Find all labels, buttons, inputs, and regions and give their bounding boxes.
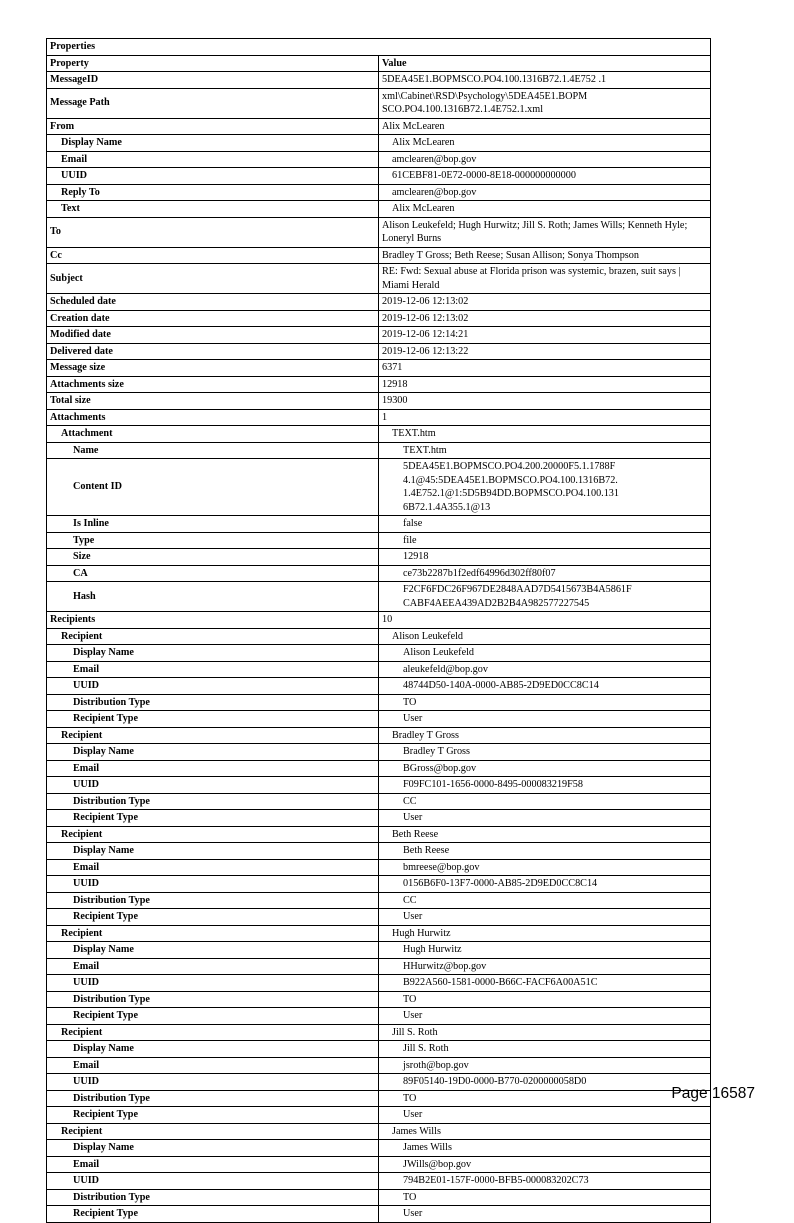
property-value: B922A560-1581-0000-B66C-FACF6A00A51C [379,975,711,992]
property-name: Display Name [47,645,379,662]
table-row [47,118,711,135]
table-row [47,343,711,360]
property-name: Email [47,1156,379,1173]
table-row [47,264,711,294]
table-row [47,1156,711,1173]
table-row [47,727,711,744]
property-name: Display Name [47,942,379,959]
property-value: jsroth@bop.gov [379,1057,711,1074]
property-name: UUID [47,975,379,992]
property-value: amclearen@bop.gov [379,184,711,201]
table-row [47,876,711,893]
table-row [47,1140,711,1157]
property-value: CC [379,793,711,810]
table-row [47,859,711,876]
property-value: 2019-12-06 12:13:02 [379,310,711,327]
table-row [47,582,711,612]
property-value: Alison Leukefeld; Hugh Hurwitz; Jill S. Roth; James Wills; Kenneth Hyle; Loneryl Burns [379,217,711,247]
table-row [47,442,711,459]
table-row [47,810,711,827]
property-value: TEXT.htm [379,426,711,443]
table-row [47,1123,711,1140]
property-name: Recipient Type [47,909,379,926]
property-value: Bradley T Gross [379,727,711,744]
property-value: aleukefeld@bop.gov [379,661,711,678]
table-row [47,1090,711,1107]
property-name: MessageID [47,72,379,89]
property-value: xml\Cabinet\RSD\Psychology\5DEA45E1.BOPM SCO.PO4.100.1316B72.1.4E752.1.xml [379,88,711,118]
header-value: Value [379,55,711,72]
property-value: Beth Reese [379,843,711,860]
page-number: Page 16587 [671,1085,755,1102]
table-row [47,694,711,711]
table-title-row [47,39,711,56]
property-value: User [379,1008,711,1025]
property-name: Recipient Type [47,810,379,827]
table-row [47,1057,711,1074]
property-name: Message Path [47,88,379,118]
property-name: Name [47,442,379,459]
table-row [47,1008,711,1025]
property-value: F2CF6FDC26F967DE2848AAD7D5415673B4A5861F CABF4AEEA439AD2B2B4A982577227545 [379,582,711,612]
property-value: HHurwitz@bop.gov [379,958,711,975]
property-name: Recipient [47,826,379,843]
property-value: TO [379,991,711,1008]
property-name: UUID [47,1074,379,1091]
property-value: bmreese@bop.gov [379,859,711,876]
property-value: TO [379,694,711,711]
property-value: 5DEA45E1.BOPMSCO.PO4.200.20000F5.1.1788F 4.1@45:5DEA45E1.BOPMSCO.PO4.100.1316B72. 1.4E752.1@1:5D5B94DD.BOPMSCO.PO4.100.131 6B72.1.4A355.1@13 [379,459,711,516]
table-row [47,393,711,410]
property-name: Total size [47,393,379,410]
property-value: User [379,909,711,926]
table-row [47,661,711,678]
header-property: Property [47,55,379,72]
property-value: User [379,810,711,827]
properties-table-body [47,39,711,1223]
property-value: Jill S. Roth [379,1041,711,1058]
table-row [47,1041,711,1058]
property-value: 48744D50-140A-0000-AB85-2D9ED0CC8C14 [379,678,711,695]
property-name: Email [47,859,379,876]
table-row [47,892,711,909]
property-value: 89F05140-19D0-0000-B770-0200000058D0 [379,1074,711,1091]
property-value: 6371 [379,360,711,377]
property-name: Distribution Type [47,793,379,810]
table-row [47,1173,711,1190]
property-value: 12918 [379,549,711,566]
property-value: JWills@bop.gov [379,1156,711,1173]
table-row [47,793,711,810]
table-row [47,711,711,728]
property-name: Distribution Type [47,892,379,909]
table-row [47,942,711,959]
property-value: User [379,1206,711,1223]
property-name: Distribution Type [47,991,379,1008]
property-name: Recipient Type [47,1107,379,1124]
property-name: Attachments size [47,376,379,393]
property-name: Recipient [47,727,379,744]
property-value: Alix McLearen [379,118,711,135]
table-row [47,975,711,992]
property-value: Jill S. Roth [379,1024,711,1041]
table-row [47,201,711,218]
property-name: UUID [47,777,379,794]
property-name: Recipient [47,628,379,645]
property-name: Recipient [47,1123,379,1140]
property-value: file [379,532,711,549]
table-row [47,645,711,662]
table-row [47,1206,711,1223]
table-row [47,532,711,549]
property-name: Display Name [47,135,379,152]
table-row [47,909,711,926]
property-name: To [47,217,379,247]
table-row [47,409,711,426]
property-value: Alison Leukefeld [379,628,711,645]
property-name: Distribution Type [47,694,379,711]
table-row [47,168,711,185]
table-row [47,1189,711,1206]
property-value: ce73b2287b1f2edf64996d302ff80f07 [379,565,711,582]
property-name: Recipient [47,925,379,942]
property-name: From [47,118,379,135]
table-row [47,760,711,777]
table-row [47,549,711,566]
property-value: User [379,711,711,728]
property-value: 1 [379,409,711,426]
property-name: Subject [47,264,379,294]
properties-table [46,38,711,1223]
property-name: Modified date [47,327,379,344]
table-row [47,612,711,629]
property-name: Content ID [47,459,379,516]
property-name: Recipients [47,612,379,629]
property-value: F09FC101-1656-0000-8495-000083219F58 [379,777,711,794]
property-value: Alison Leukefeld [379,645,711,662]
property-name: Display Name [47,843,379,860]
property-name: Recipient Type [47,711,379,728]
property-name: Text [47,201,379,218]
table-row [47,1074,711,1091]
property-value: James Wills [379,1140,711,1157]
property-name: Distribution Type [47,1090,379,1107]
property-name: CA [47,565,379,582]
table-row [47,1024,711,1041]
property-value: TO [379,1189,711,1206]
table-row [47,744,711,761]
table-row [47,376,711,393]
property-value: 19300 [379,393,711,410]
table-row [47,925,711,942]
property-value: 5DEA45E1.BOPMSCO.PO4.100.1316B72.1.4E752 .1 [379,72,711,89]
table-row [47,628,711,645]
property-value: 0156B6F0-13F7-0000-AB85-2D9ED0CC8C14 [379,876,711,893]
table-row [47,991,711,1008]
table-row [47,777,711,794]
table-title: Properties [47,39,711,56]
property-value: 2019-12-06 12:13:02 [379,294,711,311]
table-row [47,151,711,168]
property-value: Alix McLearen [379,135,711,152]
table-row [47,826,711,843]
property-value: CC [379,892,711,909]
property-name: UUID [47,678,379,695]
table-row [47,360,711,377]
property-name: Recipient Type [47,1206,379,1223]
property-name: Display Name [47,744,379,761]
property-name: UUID [47,876,379,893]
table-header-row [47,55,711,72]
table-row [47,184,711,201]
property-value: false [379,516,711,533]
table-row [47,294,711,311]
property-value: Bradley T Gross; Beth Reese; Susan Allison; Sonya Thompson [379,247,711,264]
property-name: Attachments [47,409,379,426]
table-row [47,217,711,247]
table-row [47,678,711,695]
property-name: Display Name [47,1140,379,1157]
table-row [47,247,711,264]
table-row [47,310,711,327]
property-name: Hash [47,582,379,612]
property-value: User [379,1107,711,1124]
property-name: Attachment [47,426,379,443]
property-name: Distribution Type [47,1189,379,1206]
property-value: RE: Fwd: Sexual abuse at Florida prison was systemic, brazen, suit says | Miami Herald [379,264,711,294]
property-value: Bradley T Gross [379,744,711,761]
property-value: 61CEBF81-0E72-0000-8E18-000000000000 [379,168,711,185]
property-value: Alix McLearen [379,201,711,218]
property-name: Display Name [47,1041,379,1058]
property-name: Cc [47,247,379,264]
table-row [47,516,711,533]
property-name: Scheduled date [47,294,379,311]
property-name: Message size [47,360,379,377]
property-value: BGross@bop.gov [379,760,711,777]
property-name: Email [47,1057,379,1074]
property-name: Size [47,549,379,566]
table-row [47,88,711,118]
property-value: 794B2E01-157F-0000-BFB5-000083202C73 [379,1173,711,1190]
property-value: TEXT.htm [379,442,711,459]
property-value: 12918 [379,376,711,393]
property-name: Creation date [47,310,379,327]
property-value: amclearen@bop.gov [379,151,711,168]
property-value: 2019-12-06 12:14:21 [379,327,711,344]
table-row [47,1107,711,1124]
table-row [47,72,711,89]
property-name: UUID [47,168,379,185]
property-value: James Wills [379,1123,711,1140]
table-row [47,843,711,860]
property-value: 2019-12-06 12:13:22 [379,343,711,360]
property-value: Hugh Hurwitz [379,942,711,959]
property-name: Email [47,151,379,168]
property-value: TO [379,1090,711,1107]
property-name: Recipient [47,1024,379,1041]
property-name: Email [47,760,379,777]
table-row [47,426,711,443]
property-name: Reply To [47,184,379,201]
property-name: Email [47,958,379,975]
property-name: Recipient Type [47,1008,379,1025]
property-value: Hugh Hurwitz [379,925,711,942]
property-name: Type [47,532,379,549]
table-row [47,135,711,152]
property-name: Delivered date [47,343,379,360]
property-name: UUID [47,1173,379,1190]
table-row [47,459,711,516]
property-value: Beth Reese [379,826,711,843]
property-name: Is Inline [47,516,379,533]
table-row [47,958,711,975]
table-row [47,327,711,344]
property-name: Email [47,661,379,678]
property-value: 10 [379,612,711,629]
table-row [47,565,711,582]
